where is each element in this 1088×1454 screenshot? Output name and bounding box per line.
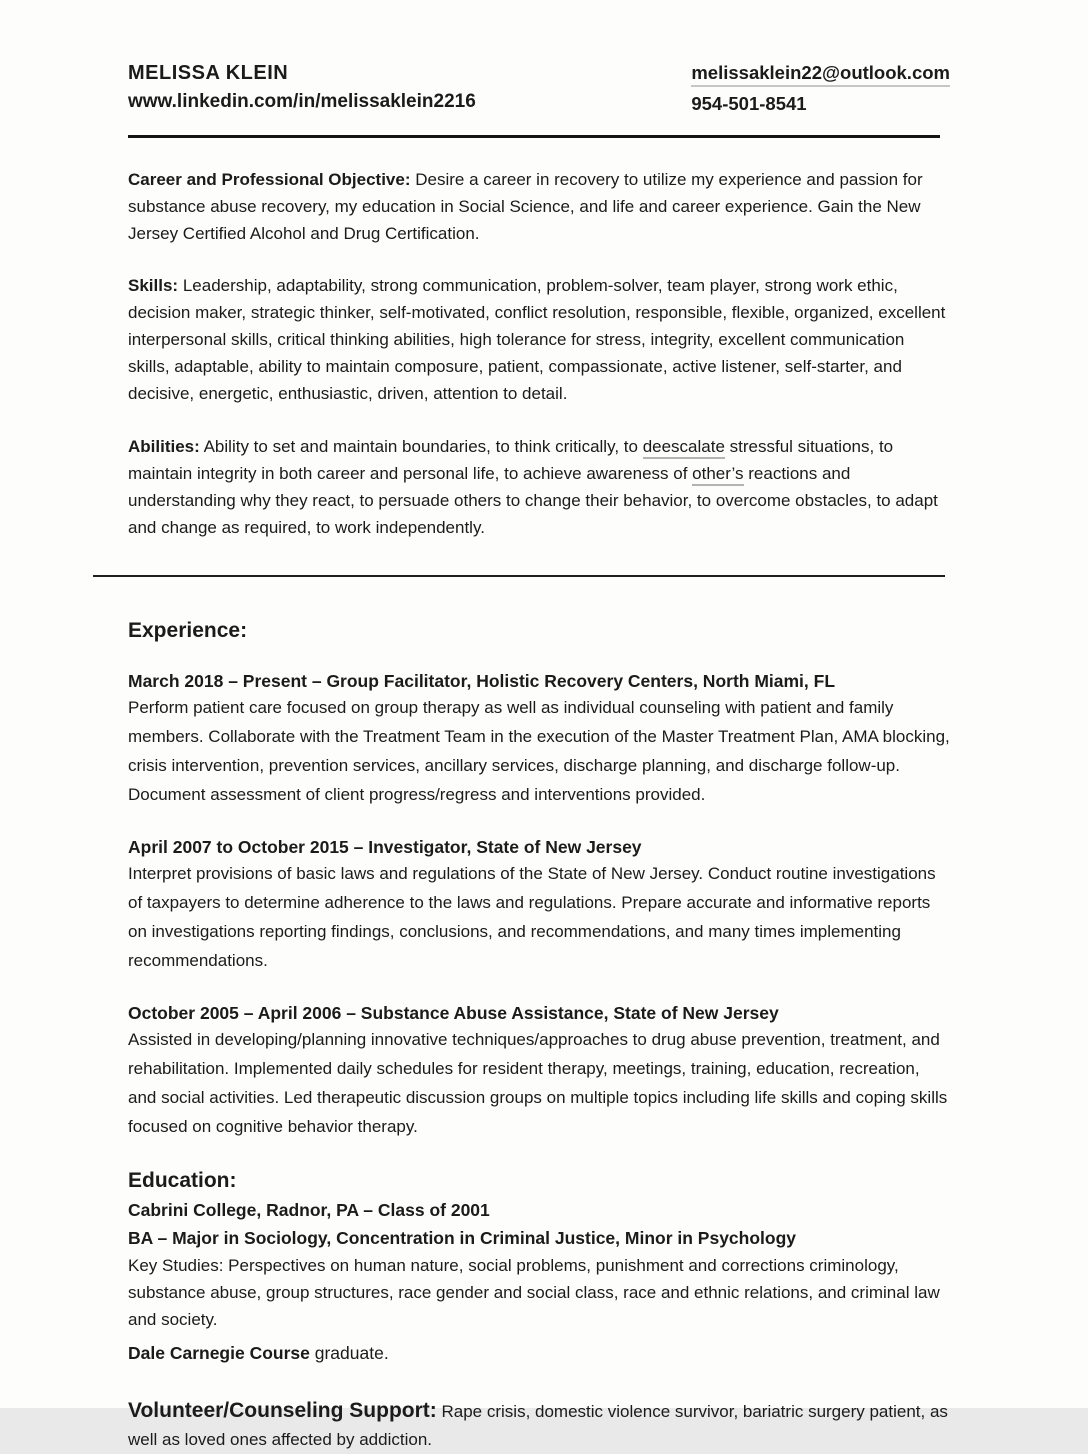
education-course-line <box>128 1340 950 1367</box>
course-rest: graduate. <box>314 1343 389 1363</box>
abilities-text-mid: stressful situations, to maintain integrity in both career and personal life, to achieve awareness of <box>128 437 894 483</box>
abilities-underlined-word-1: deescalate <box>643 437 725 459</box>
job-title: March 2018 – Present – Group Facilitator, Holistic Recovery Centers, North Miami, FL <box>128 671 836 691</box>
skills-label: Skills: <box>128 276 179 295</box>
skills-text: Leadership, adaptability, strong communication, problem-solver, team player, strong work ethic, decision maker, strategic thinker, self-motivated, conflict resolution, responsible, flexible, organized, excellent interpersonal skills, critical thinking abilities, high tolerance for stress, integrity, excellent communication skills, adaptable, ability to maintain composure, patient, compassionate, active listener, self-starter, and decisive, energetic, enthusiastic, driven, attention to detail. <box>128 276 946 403</box>
volunteer-label: Volunteer/Counseling Support: <box>128 1399 437 1422</box>
objective-text: Desire a career in recovery to utilize my experience and passion for substance abuse recovery, my education in Social Science, and life and career experience. Gain the New Jersey Certified Alcohol and Drug Certification. <box>128 170 923 243</box>
abilities-label: Abilities: <box>128 437 200 456</box>
objective-paragraph <box>128 166 950 247</box>
job-entry-group-facilitator <box>128 669 950 809</box>
candidate-name: MELISSA KLEIN <box>128 62 289 84</box>
volunteer-paragraph <box>128 1397 950 1454</box>
experience-heading: Experience: <box>128 619 248 642</box>
header-right-column <box>691 62 950 115</box>
education-heading: Education: <box>128 1169 237 1192</box>
section-divider <box>93 575 945 577</box>
phone-number: 954-501-8541 <box>691 93 807 114</box>
job-title: April 2007 to October 2015 – Investigator, State of New Jersey <box>128 837 642 857</box>
course-name: Dale Carnegie Course <box>128 1343 310 1363</box>
job-entry-investigator <box>128 835 950 975</box>
job-description: Perform patient care focused on group therapy as well as individual counseling with patient and family members. Collaborate with the Treatment Team in the execution of the Master Treatment Plan, AMA blocking, crisis intervention, prevention services, ancillary services, discharge planning, and discharge follow-up. Document assessment of client progress/regress and interventions provided. <box>128 698 950 804</box>
abilities-text-after: reactions and understanding why they react, to persuade others to change their behavior, to overcome obstacles, to adapt and change as required, to work independently. <box>128 464 938 537</box>
skills-paragraph <box>128 272 950 407</box>
education-key-studies: Key Studies: Perspectives on human nature, social problems, punishment and corrections criminology, substance abuse, group structures, race gender and social class, race and ethnic relations, and criminal law and society. <box>128 1256 940 1329</box>
job-title: October 2005 – April 2006 – Substance Abuse Assistance, State of New Jersey <box>128 1003 779 1023</box>
header-left-column <box>128 62 476 113</box>
job-description: Interpret provisions of basic laws and regulations of the State of New Jersey. Conduct routine investigations of taxpayers to determine adherence to the laws and regulations. Prepare accurate and informative reports on investigations reporting findings, conclusions, and recommendations, and many times implementing recommendations. <box>128 864 936 970</box>
abilities-underlined-word-2: other’s <box>692 464 743 486</box>
linkedin-url: www.linkedin.com/in/melissaklein2216 <box>128 91 476 112</box>
header <box>128 62 950 115</box>
header-divider <box>128 135 940 138</box>
abilities-text-before: Ability to set and maintain boundaries, to think critically, to <box>203 437 638 456</box>
volunteer-text: Rape crisis, domestic violence survivor, bariatric surgery patient, as well as loved ones affected by addiction. <box>128 1402 948 1449</box>
objective-label: Career and Professional Objective: <box>128 170 411 189</box>
abilities-paragraph <box>128 433 950 541</box>
education-degree-line: BA – Major in Sociology, Concentration in Criminal Justice, Minor in Psychology <box>128 1227 797 1248</box>
job-description: Assisted in developing/planning innovative techniques/approaches to drug abuse prevention, treatment, and rehabilitation. Implemented daily schedules for resident therapy, meetings, training, education, recreation, and social activities. Led therapeutic discussion groups on multiple topics including life skills and coping skills focused on cognitive behavior therapy. <box>128 1030 948 1136</box>
email-address: melissaklein22@outlook.com <box>691 62 950 87</box>
job-entry-substance-abuse-assistance <box>128 1001 950 1141</box>
education-school-line: Cabrini College, Radnor, PA – Class of 2001 <box>128 1200 490 1220</box>
